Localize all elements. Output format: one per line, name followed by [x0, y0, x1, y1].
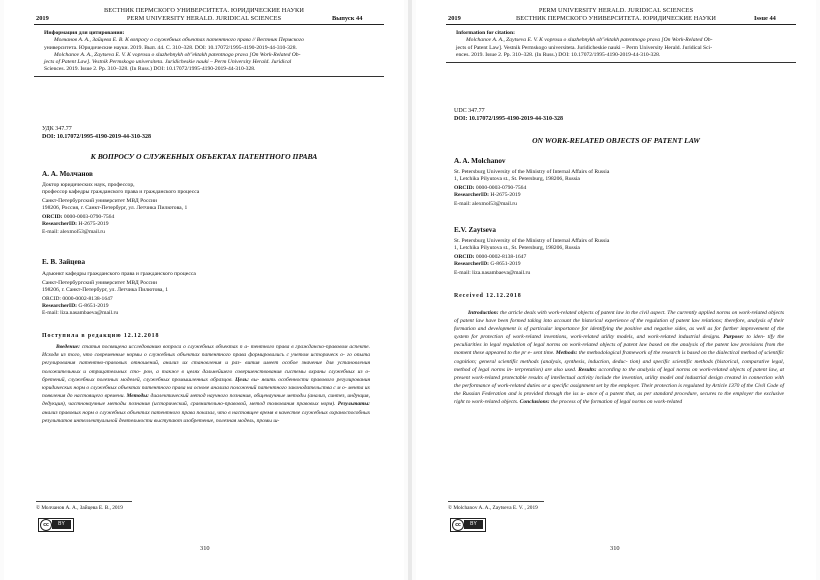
header-year: 2019: [448, 15, 461, 22]
citation-line: университета. Юридические науки. 2019. Вып. 44. C. 310–328. DOI: 10.17072/1995-4190-2019-44-310-328.: [44, 44, 297, 51]
citation-line: Sciences. 2019. Issue 2. Pp. 310–328. (In Russ.) DOI: 10.17072/1995-4190-2019-44-310-328.: [44, 66, 256, 73]
citation-rule: [34, 76, 384, 77]
left-page: [4, 0, 404, 580]
article-title: К ВОПРОСУ О СЛУЖЕБНЫХ ОБЪЕКТАХ ПАТЕНТНОГО ПРАВА: [90, 152, 318, 161]
footnote-rule: [448, 501, 544, 502]
author-affiliation: St. Petersburg University of the Ministry of Internal Affairs of Russia 1, Letchika Pilyutova st., St. Petersburg, 198206, Russia ORCID: 0000-0003-0790-7564 ResearcherID: H-2675-2019 E-mail: alexmol53@mail.ru: [454, 169, 610, 208]
author-affiliation: Адъюнкт кафедры гражданского права и гражданского процесса Санкт-Петербургский университет МВД России 198206, г. Санкт-Петербург, ул. Летчика Пилютова, 1 ORCID: 0000-0002-8138-1647 ResearcherID: G-8651-2019 E-mail: liza.nasambaeva@mail.ru: [42, 271, 196, 317]
citation-title: Information for citation:: [456, 30, 515, 36]
author-affiliation: Доктор юридических наук, профессор, профессор кафедры гражданского права и гражданского процесса Санкт-Петербургский университет МВД России 198206, Россия, г. Санкт-Петербург, ул. Летчика Пилютова, 1 ORCID: 0000-0003-0790-7564 ResearcherID: H-2675-2019 E-mail: alexmol53@mail.ru: [42, 182, 200, 235]
author-email[interactable]: E-mail: alexmol53@mail.ru: [454, 201, 517, 208]
running-header-ru: ВЕСТНИК ПЕРМСКОГО УНИВЕРСИТЕТА. ЮРИДИЧЕСКИЕ НАУКИ: [515, 15, 717, 22]
author-email[interactable]: E-mail: liza.nasambaeva@mail.ru: [454, 270, 531, 277]
header-issue: Issue 44: [754, 15, 776, 22]
citation-rule: [446, 62, 796, 63]
cc-by-icon: cc BY: [450, 518, 486, 532]
citation-block: [456, 30, 786, 59]
page-number: 310: [200, 545, 210, 552]
citation-line: jects of Patent Law]. Vestnik Permskogo universiteta. Juridicheskie nauki – Perm University Herald. Juridical: [44, 59, 292, 66]
received-date: Поступила в редакцию 12.12.2018: [42, 333, 160, 339]
citation-line: Molchanov A. A., Zaytseva E. V. K voprosu o sluzhebnykh ob"ektakh patentnogo prava [On Work-Related Ob-: [466, 37, 713, 44]
author-name: А. А. Молчанов: [42, 170, 93, 178]
doi: DOI: 10.17072/1995-4190-2019-44-310-328: [42, 134, 151, 140]
header-issue: Выпуск 44: [332, 15, 363, 22]
author-email[interactable]: E-mail: liza.nasambaeva@mail.ru: [42, 310, 119, 317]
article-title: ON WORK-RELATED OBJECTS OF PATENT LAW: [532, 136, 700, 145]
header-rule: [34, 24, 384, 25]
running-header-en: PERM UNIVERSITY HERALD. JURIDICAL SCIENCES: [126, 15, 282, 22]
citation-block: [44, 30, 374, 74]
header-rule: [446, 24, 796, 25]
abstract: Введение: статья посвящена исследованию вопроса о служебных объектах п а- тентного права в гражданско-правовом аспекте. Исходя из того, что современные нормы о служебных объектах патентного права формировались с учетом историческ о- го опыта регулирования патентно-правовых отношений, анализ их становления и раз- вития имеет особое значение для установления положительных и отрицательных сто- рон, а также в целях дальнейшего совершенствования системы охраны служебных из о- бретений, служебных полезных моделей, служебных промышленных образцов. Цель: вы- явить особенности правового регулирования юридических норм о служебных объектах патентного права на основе анализа положений патентного законодательства с м о- мента их появления до настоящего времени. Методы: диалектический метод научного познания, общенаучные методы (анализ, синтез, индукция, дедукция), частнонаучные методы познания (исторический, сравнительно-правовой, метод толкования правовых норм). Результаты: анализ правовых норм о служебных объектах патентного права показал, что в настоящее время в качестве служебных охраноспособных результатов интеллектуальной деятельности выступают изобретение, полезная модель, промы ш-: [42, 344, 371, 424]
citation-line: Molchanov A. A., Zaytseva E. V. K voprosu o sluzhebnykh ob"ektakh patentnogo prava [On Work-Related Ob-: [54, 51, 301, 58]
udc: UDC 347.77: [454, 108, 485, 114]
copyright: © Molchanov A. A., Zaytseva E. V. , 2019: [448, 505, 538, 511]
author-name: Е. В. Зайцева: [42, 258, 86, 266]
copyright: © Молчанов А. А., Зайцева Е. В., 2019: [36, 505, 123, 511]
citation-line: jects of Patent Law]. Vestnik Permskogo universiteta. Juridicheskie nauki – Perm University Herald. Juridical Sci-: [456, 44, 713, 51]
page-number: 310: [610, 545, 620, 552]
footnote-rule: [36, 501, 132, 502]
right-page: [416, 0, 816, 580]
cc-by-icon: cc BY: [38, 518, 74, 532]
received-date: Received 12.12.2018: [454, 293, 522, 299]
author-affiliation: St. Petersburg University of the Ministry of Internal Affairs of Russia 1, Letchika Pilyutova st., St. Petersburg, 198206, Russia ORCID: 0000-0002-8138-1647 ResearcherID: G-8651-2019 E-mail: liza.nasambaeva@mail.ru: [454, 238, 610, 277]
author-email[interactable]: E-mail: alexmol53@mail.ru: [42, 228, 105, 235]
gutter: [408, 0, 412, 580]
doi: DOI: 10.17072/1995-4190-2019-44-310-328: [454, 116, 563, 122]
citation-line: ences. 2019. Issue 2. Pp. 310–328. (In Russ.) DOI: 10.17072/1995-4190-2019-44-310-328.: [456, 51, 661, 58]
udc: УДК 347.77: [42, 126, 72, 132]
citation-line: Молчанов А. А., Зайцева Е. В. К вопросу о служебных объектах патентного права // Вестник Пермского: [54, 37, 304, 44]
author-name: A. A. Molchanov: [454, 157, 506, 165]
running-header-en: PERM UNIVERSITY HERALD. JURIDICAL SCIENCES: [538, 7, 694, 14]
author-name: E.V. Zaytseva: [454, 226, 496, 234]
abstract: Introduction: the article deals with work-related objects of patent law in the civil aspect. The currently applied norms on work-related objects of patent law have been formed taking into account the historical experience of the regulation of patent law relations; therefore, analysis of their formation and development is of particular importance for identifying the positive and negative sides, as well as for further improvement of the system for protection of work-related inventions, work-related utility models, and work-related industrial designs. Purpose: to iden- tify the peculiarities in legal regulation of legal norms on work-related objects of patent law based on the analysis of the patent law provisions from the moment these appeared to the pr e- sent time. Methods: the methodological framework of the research is based on the dialectical method of scientific cognition; general scientific methods (analysis, synthesis, induction, deduc- tion) and specific scientific methods (historical, comparative legal, method of legal norms in- terpretation) are also used. Results: according to the analysis of legal norms on work-related objects of patent law, at present work-related protectable results of intellectual activity include the invention, utility model and industrial design created in connection with the performance of work-related duties or a specific assignment set by the employer. Their protection is regulated by Article 1370 of the Civil Code of the Russian Federation and is provided through the iss u- ance of a patent that, as per standard procedure, secures to the employer the exclusive right to work-related objects. Conclusions: the process of the formation of legal norms on work-related: [454, 310, 785, 406]
header-year: 2019: [36, 15, 49, 22]
citation-title: Информация для цитирования:: [44, 30, 125, 36]
running-header-ru: ВЕСТНИК ПЕРМСКОГО УНИВЕРСИТЕТА. ЮРИДИЧЕСКИЕ НАУКИ: [103, 7, 305, 14]
